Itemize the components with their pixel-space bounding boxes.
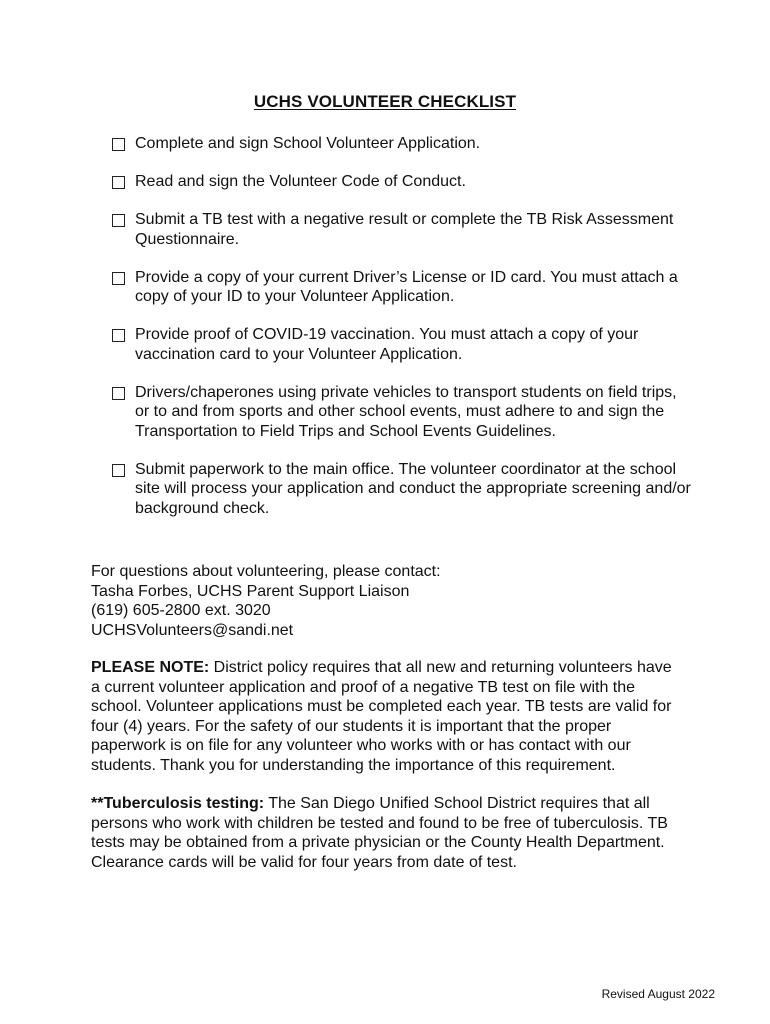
volunteer-checklist [112, 134, 692, 537]
checklist-item-text: Provide a copy of your current Driver’s License or ID card. You must attach a copy of your ID to your Volunteer Application. [135, 268, 678, 305]
policy-note-text: District policy requires that all new and returning volunteers have a current volunteer application and proof of a negative TB test on file with the school. Volunteer applications must be completed each year. TB tests are valid for four (4) years. For the safety of our students it is important that the proper paperwork is on file for any volunteer who works with or has contact with our students. Thank you for understanding the importance of this requirement. [91, 659, 672, 774]
page-title: UCHS VOLUNTEER CHECKLIST [253, 92, 517, 111]
contact-intro: For questions about volunteering, please contact: [91, 563, 441, 580]
contact-phone: (619) 605-2800 ext. 3020 [91, 602, 271, 619]
checklist-item-tb-test [112, 210, 692, 249]
checkbox[interactable] [112, 329, 125, 342]
checklist-item-text: Submit paperwork to the main office. The volunteer coordinator at the school site will process your application and conduct the appropriate screening and/or background check. [135, 460, 691, 517]
policy-note [91, 658, 681, 775]
revised-date: Revised August 2022 [601, 987, 715, 1001]
checklist-item-text: Drivers/chaperones using private vehicles to transport students on field trips, or to and from sports and other school events, must adhere to and sign the Transportation to Field Trips and School Events Guidelines. [135, 383, 677, 440]
checkbox[interactable] [112, 387, 125, 400]
checklist-item-text: Complete and sign School Volunteer Application. [135, 135, 481, 152]
checkbox[interactable] [112, 138, 125, 151]
checklist-item-id-card [112, 268, 692, 307]
checklist-item-text: Read and sign the Volunteer Code of Conduct. [135, 173, 466, 190]
checkbox[interactable] [112, 272, 125, 285]
checklist-item-text: Submit a TB test with a negative result or complete the TB Risk Assessment Questionnaire. [135, 211, 674, 248]
tb-note-label: **Tuberculosis testing: [91, 795, 265, 812]
checklist-item-covid-vaccination [112, 325, 692, 364]
checklist-item-text: Provide proof of COVID-19 vaccination. You must attach a copy of your vaccination card to your Volunteer Application. [135, 326, 639, 363]
checklist-item-code-of-conduct [112, 172, 692, 192]
contact-name: Tasha Forbes, UCHS Parent Support Liaison [91, 582, 410, 600]
checklist-item-drivers-chaperones [112, 383, 692, 442]
policy-note-label: PLEASE NOTE: [91, 659, 210, 676]
tb-testing-note [91, 794, 681, 872]
checkbox[interactable] [112, 214, 125, 227]
checklist-item-application [112, 134, 692, 154]
checkbox[interactable] [112, 176, 125, 189]
checklist-item-submit-paperwork [112, 460, 692, 519]
contact-block [91, 562, 691, 640]
checkbox[interactable] [112, 464, 125, 477]
contact-email: UCHSVolunteers@sandi.net [91, 621, 294, 639]
tb-note-text: The San Diego Unified School District requires that all persons who work with children be tested and found to be free of tuberculosis. TB tests may be obtained from a private physician or the County Health Department. Clearance cards will be valid for four years from date of test. [91, 795, 668, 871]
